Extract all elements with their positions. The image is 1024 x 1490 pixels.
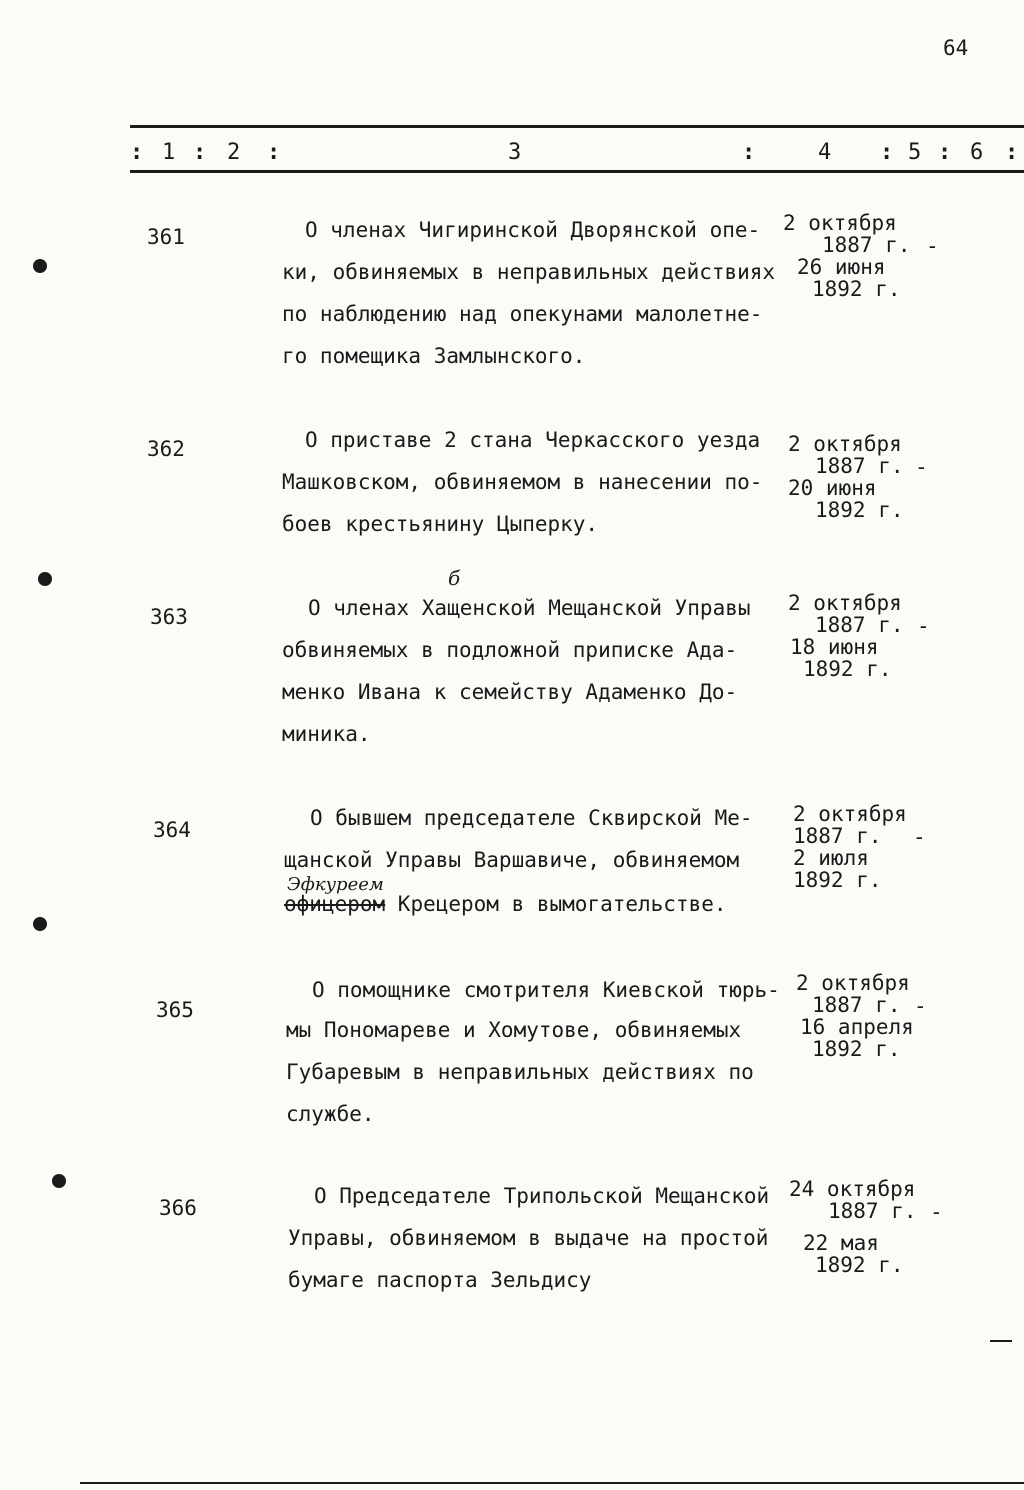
- column-header-3: 3: [508, 140, 522, 165]
- entry-description-line: О приставе 2 стана Черкасского уезда: [305, 428, 761, 452]
- column-separator: :: [938, 140, 952, 165]
- date-end-day: 18 июня: [790, 635, 879, 659]
- entry-description-line: боев крестьянину Цыперку.: [282, 512, 599, 536]
- date-start-year: 1887 г.: [828, 1199, 917, 1223]
- date-end-year: 1892 г.: [812, 277, 901, 301]
- date-range-dash: -: [917, 614, 930, 638]
- entry-number: 364: [153, 818, 191, 842]
- entry-description-line: обвиняемых в подложной приписке Ада-: [282, 638, 738, 662]
- column-header-5: 5: [908, 140, 922, 165]
- entry-number: 362: [147, 437, 185, 461]
- column-separator: :: [267, 140, 281, 165]
- entry-description-line: службе.: [286, 1102, 375, 1126]
- punch-hole-mark: [33, 917, 47, 931]
- entry-description-line: менко Ивана к семейству Адаменко До-: [282, 680, 738, 704]
- date-start-year: 1887 г.: [815, 613, 904, 637]
- date-start-day: 2 октября: [796, 971, 910, 995]
- column-header-2: 2: [227, 140, 241, 165]
- date-start-day: 2 октября: [788, 591, 902, 615]
- column-header-6: 6: [970, 140, 984, 165]
- punch-hole-mark: [52, 1174, 66, 1188]
- entry-description-line: Губаревым в неправильных действиях по: [286, 1060, 754, 1084]
- header-rule-bottom: [130, 170, 1024, 173]
- margin-mark: [990, 1340, 1012, 1342]
- entry-description-line: Управы, обвиняемом в выдаче на простой: [288, 1226, 769, 1250]
- column-separator: :: [1005, 140, 1019, 165]
- date-range-dash: -: [926, 234, 939, 258]
- date-end-year: 1892 г.: [815, 498, 904, 522]
- date-end-year: 1892 г.: [812, 1037, 901, 1061]
- column-separator: :: [193, 140, 207, 165]
- date-end-day: 22 мая: [803, 1231, 879, 1255]
- entry-description-line: О членах Чигиринской Дворянской опе-: [305, 218, 761, 242]
- entry-description-line: ки, обвиняемых в неправильных действиях: [282, 260, 776, 284]
- date-range-dash: -: [915, 455, 928, 479]
- handwritten-correction: Эфкуреем: [287, 874, 384, 895]
- page-bottom-edge: [80, 1482, 1024, 1484]
- entry-number: 366: [159, 1196, 197, 1220]
- date-end-day: 20 июня: [788, 476, 877, 500]
- handwritten-correction: б: [448, 566, 461, 590]
- date-end-day: 2 июля: [793, 846, 869, 870]
- entry-description-line: бумаге паспорта Зельдису: [288, 1268, 592, 1292]
- date-end-year: 1892 г.: [793, 868, 882, 892]
- date-range-dash: -: [930, 1200, 943, 1224]
- date-end-year: 1892 г.: [803, 657, 892, 681]
- column-header-4: 4: [818, 140, 832, 165]
- entry-description-line: О Председателе Трипольской Мещанской: [314, 1184, 770, 1208]
- date-end-year: 1892 г.: [815, 1253, 904, 1277]
- page-number: 64: [943, 36, 969, 60]
- entry-description-line: О бывшем председателе Сквирской Ме-: [310, 806, 753, 830]
- date-start-day: 2 октября: [788, 432, 902, 456]
- date-start-year: 1887 г.: [815, 454, 904, 478]
- column-header-1: 1: [162, 140, 176, 165]
- entry-description-line: О членах Хащенской Мещанской Управы: [308, 596, 751, 620]
- column-separator: :: [130, 140, 144, 165]
- date-end-day: 16 апреля: [800, 1015, 914, 1039]
- header-rule-top: [130, 125, 1024, 128]
- punch-hole-mark: [33, 259, 47, 273]
- struck-word: офицером: [284, 892, 386, 916]
- date-start-year: 1887 г.: [793, 824, 882, 848]
- entry-description-tail: Крецером в вымогательстве.: [385, 892, 727, 916]
- date-start-day: 2 октября: [793, 802, 907, 826]
- entry-description-line: щанской Управы Варшавиче, обвиняемом: [284, 848, 740, 872]
- date-start-year: 1887 г.: [822, 233, 911, 257]
- date-end-day: 26 июня: [797, 255, 886, 279]
- date-range-dash: -: [913, 825, 926, 849]
- punch-hole-mark: [38, 572, 52, 586]
- date-range-dash: -: [914, 994, 927, 1018]
- entry-description-line: по наблюдению над опекунами малолетне-: [282, 302, 763, 326]
- date-start-day: 2 октября: [783, 211, 897, 235]
- date-start-day: 24 октября: [789, 1177, 916, 1201]
- entry-description-line: мы Пономареве и Хомутове, обвиняемых: [286, 1018, 742, 1042]
- entry-number: 363: [150, 605, 188, 629]
- entry-description-line: О помощнике смотрителя Киевской тюрь-: [312, 978, 780, 1002]
- entry-number: 361: [147, 225, 185, 249]
- column-separator: :: [880, 140, 894, 165]
- column-separator: :: [742, 140, 756, 165]
- entry-description-line: [284, 892, 727, 916]
- entry-description-line: миника.: [282, 722, 371, 746]
- entry-description-line: Машковском, обвиняемом в нанесении по-: [282, 470, 763, 494]
- entry-number: 365: [156, 998, 194, 1022]
- date-start-year: 1887 г.: [812, 993, 901, 1017]
- entry-description-line: го помещика Замлынского.: [282, 344, 586, 368]
